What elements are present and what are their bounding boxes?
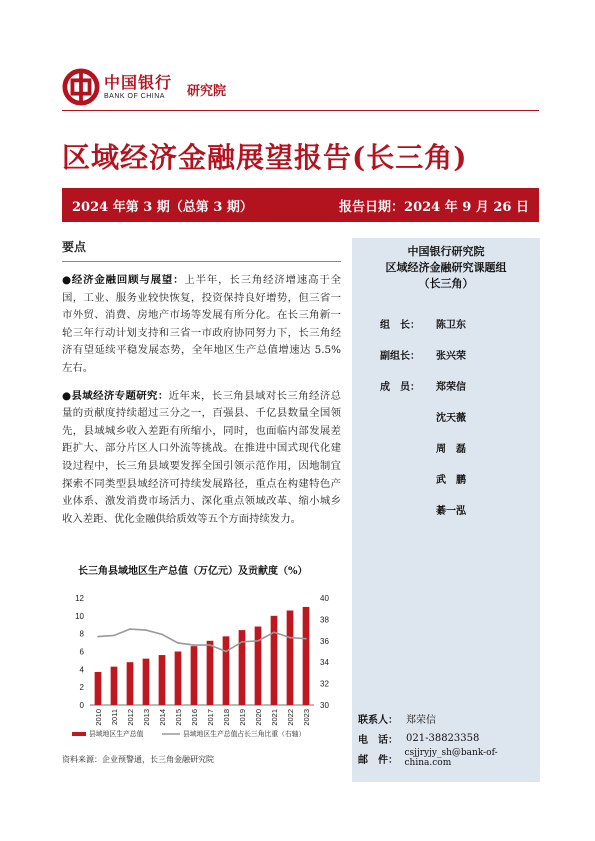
issue-number: 2024 年第 3 期（总第 3 期） [72,199,253,215]
team-member-name: 郑荣信 [436,382,466,393]
bar-gdp [127,662,134,705]
legend-label-line: 县域地区生产总值占长三角比重（右轴） [183,730,306,738]
contact-label: 联系人： [358,714,398,726]
line-point [289,637,291,639]
legend-swatch-bar [72,732,86,736]
x-tick-label: 2019 [238,709,247,726]
logo-chinese-name: 中国银行 [104,73,173,92]
paragraph-1-label: ●经济金融回顾与展望： [62,274,185,286]
summary-paragraph-2 [62,388,341,529]
x-tick-label: 2013 [142,709,151,726]
y2-tick-label: 32 [320,679,329,689]
y-tick-label: 12 [75,594,84,603]
phone-row [358,728,540,748]
summary-heading: 要点 [62,240,87,254]
team-row [352,378,540,409]
y-tick-label: 4 [79,665,84,675]
team-member-name: 沈天薇 [436,413,466,424]
y-tick-label: 0 [79,701,84,710]
team-member-name: 陈卫东 [436,320,466,331]
y2-tick-label: 34 [320,658,329,668]
y2-tick-label: 40 [320,594,329,603]
line-point [129,628,131,630]
team-row [352,409,540,440]
line-point [177,642,179,644]
line-point [273,631,275,633]
line-point [113,635,115,637]
issue-banner [62,188,539,222]
contact-block [358,708,540,768]
x-tick-label: 2010 [94,709,103,726]
bar-gdp [287,610,294,705]
bar-gdp [95,672,102,705]
report-title: 区域经济金融展望报告(长三角) [62,141,468,174]
line-point [193,644,195,646]
team-row [352,440,540,471]
team-role: 副组长： [380,351,420,362]
bar-gdp [303,607,310,705]
bar-gdp [159,655,166,705]
chart-source: 资料来源：企业预警通，长三角金融研究院 [62,755,214,764]
legend-label-bar: 县域地区生产总值 [89,730,144,738]
x-tick-label: 2017 [206,709,215,726]
bar-gdp [143,659,150,705]
bar-gdp [175,652,182,706]
line-point [97,636,99,638]
bar-gdp [191,646,198,705]
x-tick-label: 2023 [302,709,311,726]
team-sidebar [352,238,540,782]
team-member-name: 张兴荣 [436,351,466,362]
line-point [225,651,227,653]
team-role: 成 员： [380,382,420,393]
header-divider [62,110,539,111]
bank-of-china-logo-icon [62,68,100,106]
team-role: 组 长： [380,320,420,331]
y2-tick-label: 36 [320,636,329,646]
y-tick-label: 2 [79,683,84,693]
sidebar-title-line-1: 中国银行研究院 [407,245,485,258]
paragraph-1-text: 上半年，长三角经济增速高于全国，工业、服务业较快恢复，投资保持良好增势，但三省一市外贸、消费、房地产市场等发展有所分化。在长三角新一轮三年行动计划支持和三省一市政府协同努力下，长三角经济有望延续平稳发展态势，全年地区生产总值增速达 5.5%左右。 [62,274,341,374]
summary-paragraph-1 [62,272,341,378]
phone-label: 电 话： [358,734,398,746]
x-tick-label: 2016 [190,709,199,726]
x-tick-label: 2015 [174,709,183,726]
logo-english-name: BANK OF CHINA [104,93,165,100]
sidebar-title-line-3: （长三角） [418,277,474,290]
x-tick-label: 2018 [222,709,231,726]
bar-gdp [271,616,278,705]
line-point [241,641,243,643]
line-point [257,640,259,642]
x-tick-label: 2012 [126,709,135,726]
phone-number[interactable]: 021-38823358 [406,732,480,744]
x-tick-label: 2021 [270,709,279,726]
team-member-name: 綦一泓 [436,506,466,517]
chart-title: 长三角县域地区生产总值（万亿元）及贡献度（%） [78,566,308,577]
y2-tick-label: 38 [320,615,329,625]
email-label: 邮 件： [358,754,398,766]
team-member-name: 武 鹏 [436,475,466,486]
paragraph-2-label: ●县域经济专题研究： [62,389,169,402]
line-point [305,638,307,640]
team-list [352,316,540,533]
bar-gdp [255,627,262,705]
x-tick-label: 2011 [110,709,119,726]
county-gdp-chart [62,580,344,745]
team-row [352,471,540,502]
bar-gdp [111,667,118,705]
sidebar-title [352,244,540,292]
line-point [145,629,147,631]
y2-tick-label: 30 [320,701,329,710]
contact-name: 郑荣信 [406,714,436,726]
line-point [161,634,163,636]
summary-section [62,238,341,528]
institute-name: 研究院 [187,84,227,99]
summary-divider [62,261,341,262]
x-tick-label: 2020 [254,709,263,726]
team-row [352,502,540,533]
line-point [209,644,211,646]
team-member-name: 周 磊 [436,444,466,455]
paragraph-2-text: 近年来，长三角县域对长三角经济总量的贡献度持续超过三分之一，百强县、千亿县数量全国领先，县域城乡收入差距有所缩小，同时，也面临内部发展差距扩大、部分片区人口外流等挑战。在推进中国式现代化建设过程中，长三角县域要发挥全国引领示范作用，因地制宜探索不同类型县域经济可持续发展路径，重点在构建特色产业体系、激发消费市场活力、深化重点领域改革、缩小城乡收入差距、优化金融供给质效等五个方面持续发力。 [62,389,341,525]
report-date: 报告日期：2024 年 9 月 26 日 [339,199,529,215]
contact-person-row [358,708,540,728]
x-tick-label: 2014 [158,709,167,726]
y-tick-label: 10 [75,611,84,621]
team-row [352,316,540,347]
x-tick-label: 2022 [286,709,295,726]
bar-gdp [223,636,230,705]
team-row [352,347,540,378]
y-tick-label: 8 [79,629,84,639]
y-tick-label: 6 [79,647,84,657]
email-link[interactable]: csjjryjy_sh@bank-of-china.com [404,748,498,768]
email-row [358,748,540,768]
sidebar-title-line-2: 区域经济金融研究课题组 [385,261,507,274]
bar-gdp [207,641,214,705]
